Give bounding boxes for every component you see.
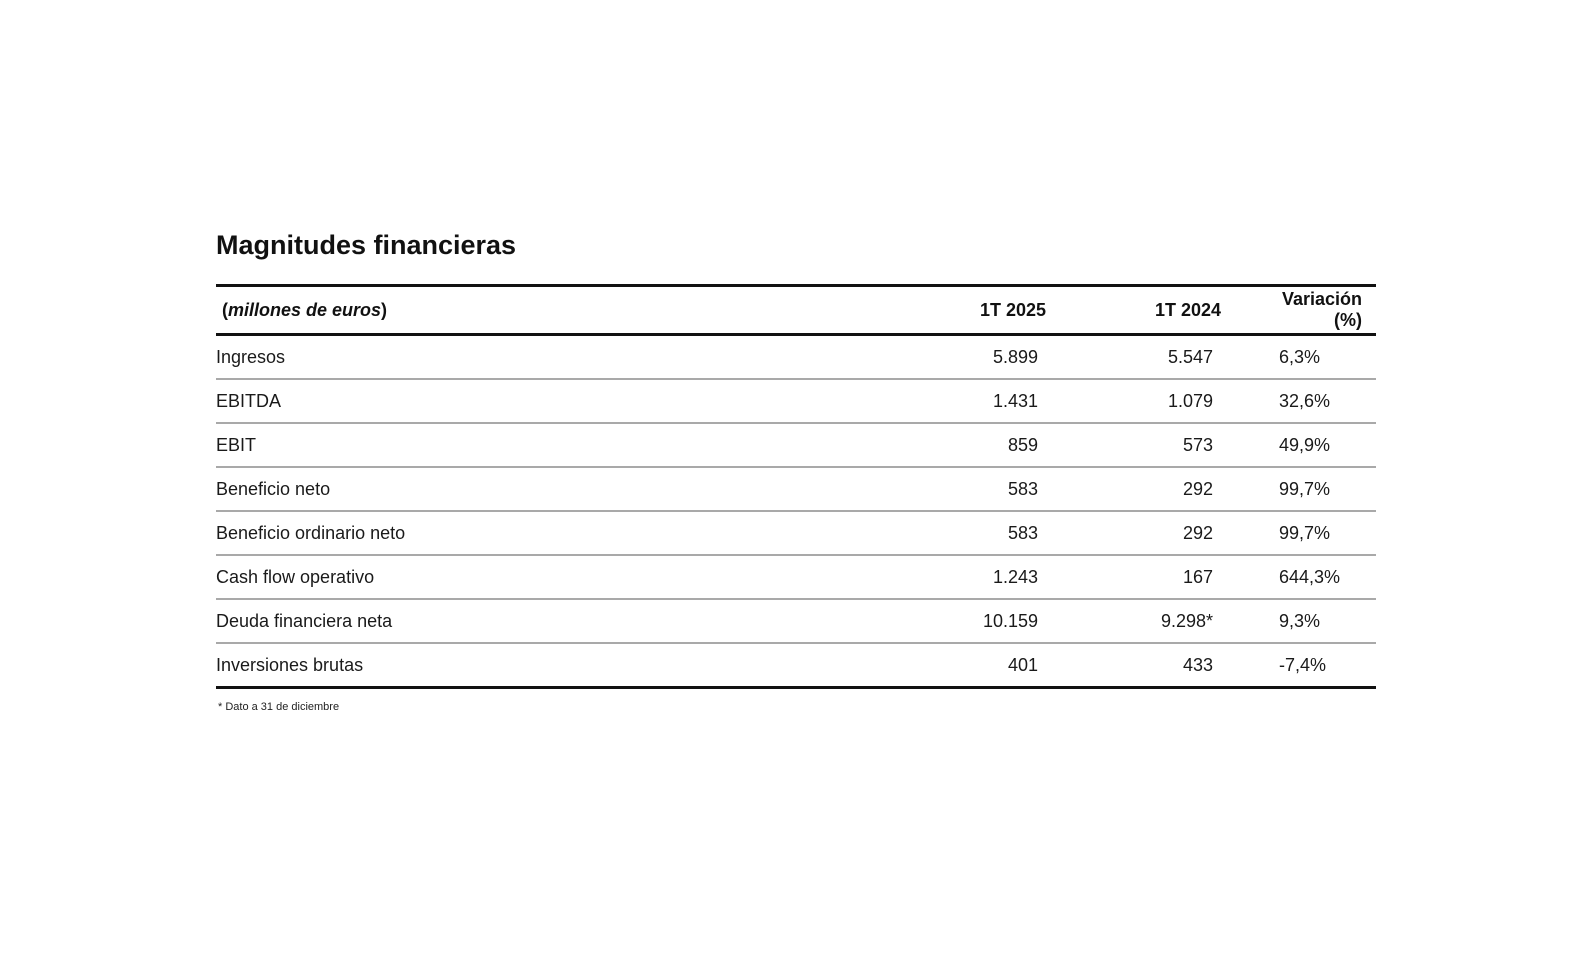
value-2024: 5.547 [1167, 346, 1213, 367]
value-variacion: -7,4% [1279, 654, 1327, 675]
value-2025: 10.159 [982, 610, 1038, 631]
header-units-text: millones de euros [228, 299, 382, 320]
table-row [216, 643, 1376, 688]
value-2025: 583 [1007, 478, 1038, 499]
row-label: Beneficio neto [216, 478, 331, 499]
table-header-row [216, 286, 1376, 335]
row-label: Ingresos [216, 346, 286, 367]
header-variacion: Variación (%) [1281, 289, 1362, 330]
header-1t-2025: 1T 2025 [979, 299, 1046, 320]
header-1t-2024: 1T 2024 [1154, 299, 1221, 320]
value-2025: 859 [1007, 434, 1038, 455]
value-2025: 401 [1007, 654, 1038, 675]
value-2025: 583 [1007, 522, 1038, 543]
value-variacion: 9,3% [1279, 610, 1321, 631]
header-units [216, 286, 834, 335]
table-row [216, 511, 1376, 555]
row-label: Beneficio ordinario neto [216, 522, 406, 543]
value-variacion: 49,9% [1279, 434, 1331, 455]
row-label: EBIT [216, 434, 257, 455]
row-label: EBITDA [216, 390, 282, 411]
value-variacion: 6,3% [1279, 346, 1321, 367]
table-row [216, 423, 1376, 467]
row-label: Deuda financiera neta [216, 610, 393, 631]
table-row [216, 335, 1376, 380]
value-2024: 292 [1182, 522, 1213, 543]
value-variacion: 644,3% [1279, 566, 1341, 587]
value-2025: 5.899 [992, 346, 1038, 367]
value-2024: 1.079 [1167, 390, 1213, 411]
value-2024: 167 [1182, 566, 1213, 587]
table-row [216, 467, 1376, 511]
value-2024: 573 [1182, 434, 1213, 455]
financial-table [216, 284, 1376, 689]
value-2024: 9.298* [1160, 610, 1213, 631]
header-units-open: ( [222, 299, 228, 320]
value-2024: 433 [1182, 654, 1213, 675]
row-label: Cash flow operativo [216, 566, 375, 587]
header-units-close: ) [381, 299, 388, 320]
row-label: Inversiones brutas [216, 654, 364, 675]
table-body [216, 335, 1376, 688]
value-2024: 292 [1182, 478, 1213, 499]
footnote: * Dato a 31 de diciembre [218, 701, 340, 713]
table-row [216, 555, 1376, 599]
financial-summary-document [216, 228, 1376, 713]
table-row [216, 599, 1376, 643]
value-variacion: 32,6% [1279, 390, 1331, 411]
value-variacion: 99,7% [1279, 478, 1331, 499]
value-variacion: 99,7% [1279, 522, 1331, 543]
table-header [216, 286, 1376, 335]
value-2025: 1.243 [992, 566, 1038, 587]
value-2025: 1.431 [992, 390, 1038, 411]
document-title: Magnitudes financieras [216, 230, 517, 260]
table-row [216, 379, 1376, 423]
